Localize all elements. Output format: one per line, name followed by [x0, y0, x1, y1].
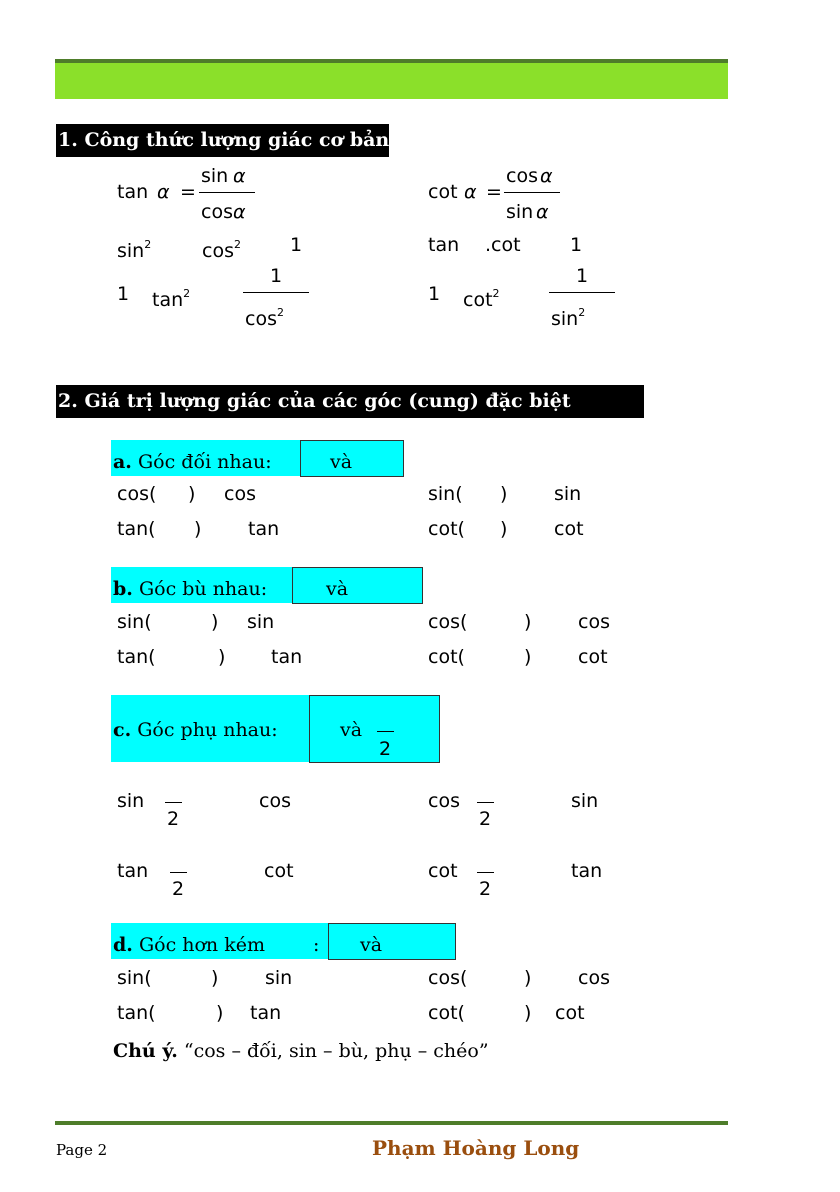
- a-cot-left: cot(: [428, 518, 465, 540]
- tancot-one: 1: [570, 234, 583, 256]
- id3-one: 1: [117, 283, 130, 305]
- colon: :: [313, 934, 320, 956]
- cot-lhs: cot: [428, 181, 458, 203]
- a-cos-close: ): [188, 483, 196, 505]
- b-sin-close: ): [211, 611, 219, 633]
- id3-frac-den: $\cos^2$: [245, 306, 284, 330]
- id3-frac-num: 1: [270, 265, 283, 287]
- a-cos-left: cos(: [117, 483, 157, 505]
- a-cos-right: cos: [224, 483, 256, 505]
- d-tan-close: ): [216, 1002, 224, 1024]
- half-denominator: 2: [379, 738, 392, 760]
- c-sin-left: sin: [117, 790, 145, 812]
- pyth-sin: $\sin^2$: [117, 238, 152, 262]
- id4-frac-num: 1: [576, 265, 589, 287]
- d-tan-right: tan: [250, 1002, 282, 1024]
- d-sin-left: sin(: [117, 967, 152, 989]
- half-denominator: 2: [479, 808, 492, 830]
- tan-lhs: tan: [117, 181, 149, 203]
- b-tan-close: ): [218, 646, 226, 668]
- pyth-one: 1: [290, 234, 303, 256]
- half-denominator: 2: [479, 878, 492, 900]
- a-tan-close: ): [194, 518, 202, 540]
- alpha: α: [233, 165, 246, 187]
- a-cot-close: ): [500, 518, 508, 540]
- va-text: và: [360, 934, 383, 956]
- b-cot-right: cot: [578, 646, 608, 668]
- b-cot-left: cot(: [428, 646, 465, 668]
- b-sin-left: sin(: [117, 611, 152, 633]
- c-sin-right: sin: [571, 790, 599, 812]
- fraction-bar: [199, 192, 255, 193]
- alpha: α: [157, 181, 170, 203]
- alpha: α: [464, 181, 477, 203]
- section-1-title: 1. Công thức lượng giác cơ bản: [56, 124, 389, 157]
- a-tan-left: tan(: [117, 518, 156, 540]
- fraction-bar: [477, 802, 494, 803]
- d-cos-right: cos: [578, 967, 610, 989]
- va-text: và: [340, 719, 363, 741]
- frac-den-cos: cos: [201, 201, 233, 223]
- header-band: [55, 63, 728, 99]
- footer-rule: [55, 1121, 728, 1125]
- fraction-bar: [170, 872, 187, 873]
- d-sin-right: sin: [265, 967, 293, 989]
- note: Chú ý. “cos – đối, sin – bù, phụ – chéo”: [113, 1040, 489, 1062]
- va-text: và: [326, 578, 349, 600]
- equals: =: [486, 181, 502, 203]
- d-tan-left: tan(: [117, 1002, 156, 1024]
- subheading-d: d. Góc hơn kém: [113, 934, 265, 956]
- c-cos-left: cos: [428, 790, 460, 812]
- a-cot-right: cot: [554, 518, 584, 540]
- frac-num-sin: sin: [201, 165, 229, 187]
- b-cot-close: ): [524, 646, 532, 668]
- a-tan-right: tan: [248, 518, 280, 540]
- b-cos-right: cos: [578, 611, 610, 633]
- id4-frac-den: $\sin^2$: [551, 306, 586, 330]
- d-sin-close: ): [211, 967, 219, 989]
- subheading-c: c. Góc phụ nhau:: [113, 719, 278, 741]
- fraction-bar: [377, 731, 394, 732]
- d-cot-close: ): [524, 1002, 532, 1024]
- b-tan-left: tan(: [117, 646, 156, 668]
- fraction-bar: [165, 802, 182, 803]
- id3-tan: $\tan^2$: [152, 287, 191, 311]
- half-denominator: 2: [167, 808, 180, 830]
- section-2-title: 2. Giá trị lượng giác của các góc (cung) đặc biệt: [56, 385, 644, 418]
- fraction-bar: [243, 292, 309, 293]
- subheading-c-box: [309, 695, 440, 763]
- fraction-bar: [477, 872, 494, 873]
- tancot-cot: .cot: [485, 234, 521, 256]
- fraction-bar: [504, 192, 560, 193]
- page-number: Page 2: [56, 1141, 108, 1159]
- frac-num-cos: cos: [506, 165, 538, 187]
- c-cot-right: cot: [264, 860, 294, 882]
- subheading-d-box: [328, 923, 456, 960]
- a-sin-close: ): [500, 483, 508, 505]
- d-cos-close: ): [524, 967, 532, 989]
- c-cos-right: cos: [259, 790, 291, 812]
- alpha: α: [540, 165, 553, 187]
- b-tan-right: tan: [271, 646, 303, 668]
- c-cot-left: cot: [428, 860, 458, 882]
- fraction-bar: [549, 292, 615, 293]
- author-name: Phạm Hoàng Long: [372, 1136, 580, 1160]
- b-cos-close: ): [524, 611, 532, 633]
- subheading-b-box: [292, 567, 423, 604]
- pyth-cos: $\cos^2$: [202, 238, 241, 262]
- equals: =: [180, 181, 196, 203]
- d-cos-left: cos(: [428, 967, 468, 989]
- half-denominator: 2: [172, 878, 185, 900]
- alpha: α: [536, 201, 549, 223]
- d-cot-right: cot: [555, 1002, 585, 1024]
- b-cos-left: cos(: [428, 611, 468, 633]
- c-tan-left: tan: [117, 860, 149, 882]
- id4-one: 1: [428, 283, 441, 305]
- a-sin-right: sin: [554, 483, 582, 505]
- frac-den-sin: sin: [506, 201, 534, 223]
- a-sin-left: sin(: [428, 483, 463, 505]
- alpha: α: [233, 201, 246, 223]
- id4-cot: $\cot^2$: [463, 287, 500, 311]
- va-text: và: [330, 451, 353, 473]
- subheading-a: a. Góc đối nhau:: [113, 451, 272, 473]
- subheading-b: b. Góc bù nhau:: [113, 578, 268, 600]
- d-cot-left: cot(: [428, 1002, 465, 1024]
- b-sin-right: sin: [247, 611, 275, 633]
- c-tan-right: tan: [571, 860, 603, 882]
- tancot-tan: tan: [428, 234, 460, 256]
